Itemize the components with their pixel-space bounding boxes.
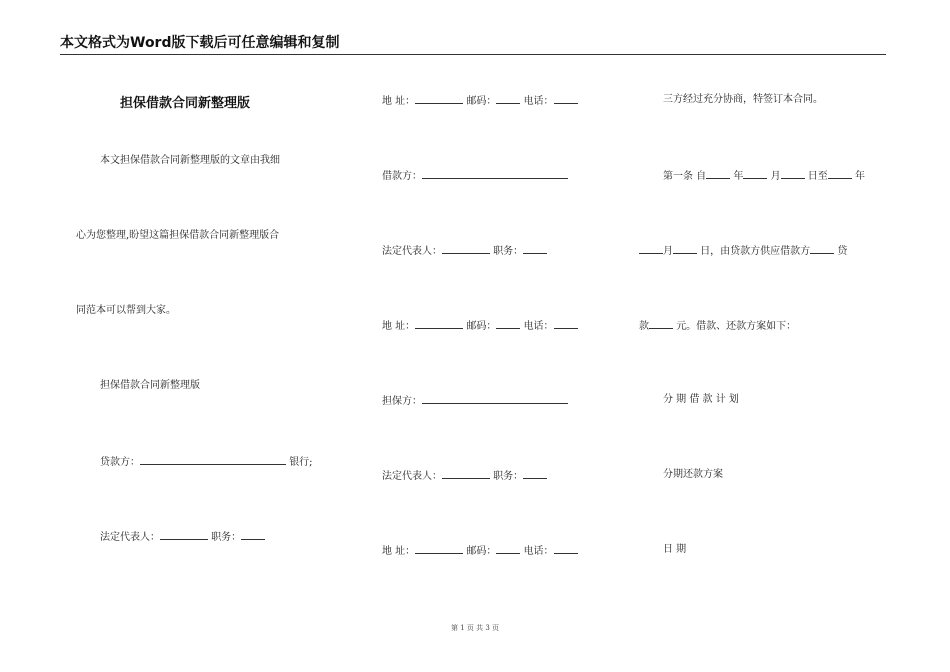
kuan-label: 款 <box>639 321 649 332</box>
page-header <box>60 34 886 55</box>
article1-start: 第一条 自 <box>663 171 707 182</box>
month-label: 月 <box>770 171 781 182</box>
page-footer: 第 1 页 共 3 页 <box>450 624 500 632</box>
position-label: 职务： <box>493 246 524 257</box>
address-label: 地 址： <box>382 546 416 557</box>
borrower-label: 借款方： <box>382 171 422 182</box>
yuan-plan-label: 元。借款、还款方案如下： <box>676 321 797 332</box>
day-to-label: 日至 <box>807 171 828 182</box>
postcode-label: 邮码： <box>466 546 497 557</box>
lender-blank <box>140 454 286 465</box>
position-label: 职务： <box>211 532 242 543</box>
guarantor-blank <box>422 393 568 404</box>
address-label: 地 址： <box>382 96 416 107</box>
address-line-1 <box>382 93 578 109</box>
intro-line-3: 同范本可以帮到大家。 <box>76 305 176 316</box>
phone-blank <box>554 318 578 329</box>
borrower-line <box>382 168 568 184</box>
lender-suffix: 银行; <box>289 457 313 468</box>
rep-blank <box>442 468 490 479</box>
position-blank <box>523 468 547 479</box>
phone-label: 电话： <box>523 96 554 107</box>
guarantor-rep-line <box>382 468 547 484</box>
end-year-blank <box>828 168 852 179</box>
article1-line-1 <box>663 168 865 184</box>
month-blank <box>743 168 767 179</box>
address-line-3 <box>382 543 578 559</box>
rep-blank <box>442 243 490 254</box>
phone-label: 电话： <box>523 546 554 557</box>
phone-blank <box>554 543 578 554</box>
lender-line <box>100 454 313 470</box>
end-day-blank <box>673 243 697 254</box>
rep-label: 法定代表人： <box>382 471 442 482</box>
rep-label: 法定代表人： <box>382 246 442 257</box>
postcode-blank <box>496 543 520 554</box>
lender-label: 贷款方： <box>100 457 140 468</box>
agreement-line: 三方经过充分协商，特签订本合同。 <box>663 94 823 105</box>
position-blank <box>523 243 547 254</box>
postcode-label: 邮码： <box>466 96 497 107</box>
rep-label: 法定代表人： <box>100 532 160 543</box>
year-blank <box>706 168 730 179</box>
end-year-label: 年 <box>854 171 865 182</box>
date-heading: 日 期 <box>663 544 687 555</box>
document-title: 担保借款合同新整理版 <box>120 96 251 111</box>
phone-blank <box>554 93 578 104</box>
repayment-plan-heading: 分期还款方案 <box>663 469 723 480</box>
day-blank <box>781 168 805 179</box>
header-text: 本文格式为Word版下载后可任意编辑和复制 <box>60 35 340 51</box>
guarantor-label: 担保方： <box>382 396 422 407</box>
address-blank <box>415 318 463 329</box>
address-blank <box>415 93 463 104</box>
rep-blank <box>160 529 208 540</box>
guarantor-line <box>382 393 568 409</box>
borrower-blank <box>422 168 568 179</box>
supply-label: 日，由贷款方供应借款方 <box>700 246 811 257</box>
intro-line-1: 本文担保借款合同新整理版的文章由我细 <box>100 155 280 166</box>
article1-line-3 <box>639 318 796 334</box>
article1-line-2 <box>639 243 847 259</box>
end-month-blank <box>639 243 663 254</box>
position-blank <box>241 529 265 540</box>
loan-blank <box>810 243 834 254</box>
loan-label: 贷 <box>837 246 848 257</box>
year-label: 年 <box>733 171 744 182</box>
borrower-rep-line <box>382 243 547 259</box>
lender-rep-line <box>100 529 265 545</box>
address-line-2 <box>382 318 578 334</box>
address-blank <box>415 543 463 554</box>
amount-blank <box>649 318 673 329</box>
address-label: 地 址： <box>382 321 416 332</box>
position-label: 职务： <box>493 471 524 482</box>
postcode-blank <box>496 93 520 104</box>
contract-subtitle: 担保借款合同新整理版 <box>100 380 200 391</box>
postcode-blank <box>496 318 520 329</box>
phone-label: 电话： <box>523 321 554 332</box>
intro-line-2: 心为您整理,盼望这篇担保借款合同新整理版合 <box>76 230 280 241</box>
loan-plan-heading: 分 期 借 款 计 划 <box>663 394 739 405</box>
postcode-label: 邮码： <box>466 321 497 332</box>
end-month-label: 月 <box>663 246 673 257</box>
